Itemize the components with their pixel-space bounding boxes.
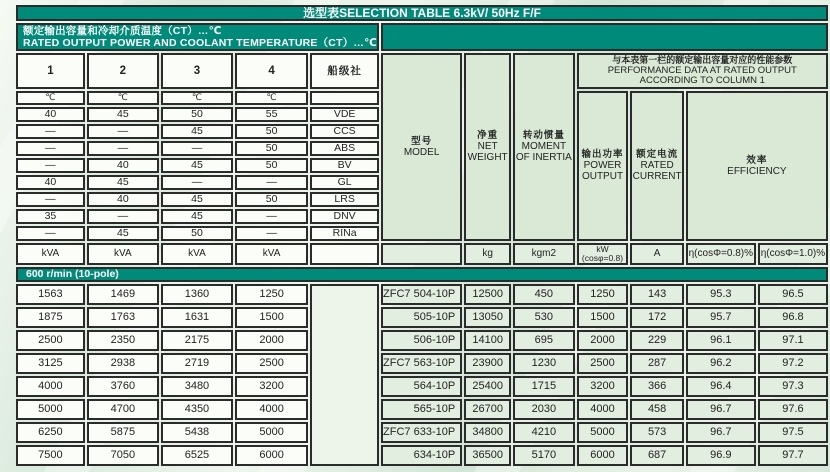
eff08-cell: 96.2 [686, 353, 756, 374]
header-band-filler [381, 23, 828, 51]
power-cell: 2500 [577, 353, 629, 374]
column-number-cell: 2 [87, 53, 159, 89]
capacity-cell: 1469 [87, 284, 159, 305]
temp-cell: 50 [235, 124, 308, 139]
model-cell: 564-10P [381, 376, 462, 397]
temp-cell: — [235, 226, 308, 241]
temp-cell: — [16, 192, 85, 207]
temp-cell: 50 [161, 107, 233, 122]
inertia-cell: 5170 [513, 445, 574, 466]
capacity-cell: 2500 [16, 330, 85, 351]
temp-cell: — [235, 175, 308, 190]
rated-output-header-en: RATED OUTPUT POWER AND COOLANT TEMPERATURE（CT）…℃ [23, 37, 378, 49]
title-bar: 选型表SELECTION TABLE 6.3kV/ 50Hz F/F [16, 5, 828, 21]
current-header-en2: CURRENT [632, 171, 682, 182]
unit-cell-eff08: η(cosΦ=0.8)% [686, 243, 756, 265]
capacity-cell: 4000 [16, 376, 85, 397]
current-header-en1: RATED [640, 160, 674, 171]
power-header-cn: 输出功率 [581, 149, 624, 160]
column-header-row [16, 53, 828, 89]
power-cell: 4000 [577, 399, 629, 420]
capacity-cell: 2175 [161, 330, 233, 351]
inertia-header-en1: MOMENT [521, 141, 567, 153]
capacity-cell: 4000 [235, 399, 308, 420]
eff08-cell: 95.3 [686, 284, 756, 305]
temp-cell: 45 [161, 192, 233, 207]
temp-cell: — [87, 124, 159, 139]
data-row [16, 353, 828, 374]
inertia-cell: 530 [513, 307, 574, 328]
column-number-cell: 1 [16, 53, 85, 89]
temp-cell: 50 [161, 226, 233, 241]
header-band-row [16, 23, 828, 51]
performance-header-cn: 与本表第一栏的额定输出容量对应的性能参数 [612, 55, 793, 65]
weight-cell: 36500 [464, 445, 511, 466]
data-row [16, 445, 828, 466]
capacity-cell: 1763 [87, 307, 159, 328]
power-cell: 6000 [577, 445, 629, 466]
capacity-cell: 5438 [161, 422, 233, 443]
rated-output-header [16, 23, 379, 51]
capacity-cell: 6000 [235, 445, 308, 466]
eff10-cell: 97.7 [758, 445, 828, 466]
power-cell: 5000 [577, 422, 629, 443]
rated-output-header-cn: 额定输出容量和冷却介质温度（CT）…℃ [23, 25, 222, 37]
unit-cell-blank [381, 243, 462, 265]
current-cell: 287 [630, 353, 683, 374]
current-header-cn: 额定电流 [636, 149, 679, 160]
eff10-cell: 96.8 [758, 307, 828, 328]
efficiency-header-cn: 效率 [746, 154, 768, 166]
performance-header-en2: ACCORDING TO COLUMN 1 [639, 75, 765, 86]
capacity-cell: 2938 [87, 353, 159, 374]
weight-cell: 23900 [464, 353, 511, 374]
capacity-cell: 1563 [16, 284, 85, 305]
temp-cell: 55 [235, 107, 308, 122]
current-cell: 458 [630, 399, 683, 420]
capacity-cell: 1631 [161, 307, 233, 328]
society-cell: VDE [310, 107, 379, 122]
selection-table [14, 3, 830, 468]
weight-cell: 25400 [464, 376, 511, 397]
capacity-cell: 1500 [235, 307, 308, 328]
inertia-cell: 450 [513, 284, 574, 305]
temp-cell: 40 [87, 192, 159, 207]
eff08-cell: 95.7 [686, 307, 756, 328]
efficiency-header [686, 91, 828, 241]
capacity-cell: 3125 [16, 353, 85, 374]
power-cell: 3200 [577, 376, 629, 397]
model-header-en: MODEL [403, 146, 440, 158]
power-header-en2: OUTPUT [581, 171, 624, 182]
eff10-cell: 97.3 [758, 376, 828, 397]
unit-cell-kva: kVA [235, 243, 308, 265]
capacity-cell: 2719 [161, 353, 233, 374]
capacity-cell: 6525 [161, 445, 233, 466]
eff10-cell: 96.5 [758, 284, 828, 305]
power-cell: 1250 [577, 284, 629, 305]
temp-cell: 50 [235, 158, 308, 173]
capacity-cell: 5875 [87, 422, 159, 443]
current-cell: 366 [630, 376, 683, 397]
society-spacer-cell [310, 284, 379, 466]
eff10-cell: 97.2 [758, 353, 828, 374]
temp-cell: 50 [235, 141, 308, 156]
weight-cell: 12500 [464, 284, 511, 305]
unit-cell-kw [577, 243, 629, 265]
capacity-cell: 3200 [235, 376, 308, 397]
weight-header-en2: WEIGHT [467, 152, 508, 164]
temp-cell: 45 [161, 158, 233, 173]
society-cell: CCS [310, 124, 379, 139]
society-cell: RINa [310, 226, 379, 241]
eff08-cell: 96.4 [686, 376, 756, 397]
model-cell: 506-10P [381, 330, 462, 351]
weight-cell: 14100 [464, 330, 511, 351]
current-cell: 229 [630, 330, 683, 351]
section-band: 600 r/min (10-pole) [16, 267, 828, 282]
unit-cell-kg: kg [464, 243, 511, 265]
data-row [16, 284, 828, 305]
temp-cell: 40 [87, 158, 159, 173]
eff08-cell: 96.7 [686, 422, 756, 443]
title-row [16, 5, 828, 21]
society-cell: ABS [310, 141, 379, 156]
weight-header-en1: NET [477, 141, 498, 153]
temp-cell: 40 [16, 175, 85, 190]
current-cell: 172 [630, 307, 683, 328]
temp-cell: 50 [235, 192, 308, 207]
model-cell: ZFC7 504-10P [381, 284, 462, 305]
degree-cell: ℃ [87, 91, 159, 105]
temp-cell: 45 [87, 175, 159, 190]
temp-cell: 45 [161, 124, 233, 139]
temp-cell: 40 [16, 107, 85, 122]
power-header-en1: POWER [583, 160, 622, 171]
temp-cell: — [161, 141, 233, 156]
society-header: 船级社 [310, 53, 379, 89]
capacity-cell: 4700 [87, 399, 159, 420]
eff08-cell: 96.9 [686, 445, 756, 466]
degree-cell: ℃ [235, 91, 308, 105]
eff10-cell: 97.6 [758, 399, 828, 420]
eff10-cell: 97.5 [758, 422, 828, 443]
efficiency-header-en: EFFICIENCY [727, 165, 787, 177]
temp-cell: — [87, 141, 159, 156]
capacity-cell: 4350 [161, 399, 233, 420]
model-cell: ZFC7 563-10P [381, 353, 462, 374]
unit-cell-kva: kVA [161, 243, 233, 265]
unit-kw-line1: kW [596, 243, 609, 254]
units-row [16, 243, 828, 265]
model-cell: 634-10P [381, 445, 462, 466]
unit-cell-kva: kVA [16, 243, 85, 265]
data-row [16, 307, 828, 328]
inertia-header-cn: 转动惯量 [522, 130, 565, 142]
temp-cell: — [235, 209, 308, 224]
capacity-cell: 7050 [87, 445, 159, 466]
weight-cell: 13050 [464, 307, 511, 328]
performance-header [577, 53, 828, 89]
temp-cell: — [161, 175, 233, 190]
unit-cell-blank [310, 243, 379, 265]
power-cell: 1500 [577, 307, 629, 328]
current-cell: 687 [630, 445, 683, 466]
weight-header [464, 53, 511, 241]
inertia-cell: 695 [513, 330, 574, 351]
inertia-cell: 1715 [513, 376, 574, 397]
unit-kw-line2: (cosφ=0.8) [581, 252, 624, 263]
current-cell: 143 [630, 284, 683, 305]
capacity-cell: 5000 [235, 422, 308, 443]
unit-cell-eff10: η(cosΦ=1.0)% [758, 243, 828, 265]
data-row [16, 422, 828, 443]
capacity-cell: 1250 [235, 284, 308, 305]
inertia-header-en2: OF INERTIA [515, 152, 572, 164]
current-cell: 573 [630, 422, 683, 443]
column-number-cell: 4 [235, 53, 308, 89]
data-row [16, 399, 828, 420]
data-row [16, 330, 828, 351]
eff10-cell: 97.1 [758, 330, 828, 351]
capacity-cell: 3480 [161, 376, 233, 397]
model-cell: 565-10P [381, 399, 462, 420]
model-header-cn: 型号 [411, 135, 433, 147]
society-cell: DNV [310, 209, 379, 224]
temp-cell: — [16, 158, 85, 173]
capacity-cell: 7500 [16, 445, 85, 466]
unit-cell-amp: A [630, 243, 683, 265]
capacity-cell: 2000 [235, 330, 308, 351]
section-band-row [16, 267, 828, 282]
society-cell: GL [310, 175, 379, 190]
society-cell: LRS [310, 192, 379, 207]
inertia-header [513, 53, 574, 241]
current-header [630, 91, 683, 241]
degree-row-society-blank [310, 91, 379, 105]
unit-cell-kva: kVA [87, 243, 159, 265]
capacity-cell: 3760 [87, 376, 159, 397]
temp-cell: 45 [87, 107, 159, 122]
temp-cell: — [87, 209, 159, 224]
weight-header-cn: 净重 [477, 130, 499, 142]
temp-cell: — [16, 226, 85, 241]
model-cell: 505-10P [381, 307, 462, 328]
temp-cell: — [16, 141, 85, 156]
capacity-cell: 2500 [235, 353, 308, 374]
capacity-cell: 5000 [16, 399, 85, 420]
model-header [381, 53, 462, 241]
capacity-cell: 1875 [16, 307, 85, 328]
temp-cell: 45 [87, 226, 159, 241]
data-row [16, 376, 828, 397]
performance-header-en1: PERFORMANCE DATA AT RATED OUTPUT [607, 64, 797, 76]
eff08-cell: 96.1 [686, 330, 756, 351]
degree-cell: ℃ [161, 91, 233, 105]
eff08-cell: 96.7 [686, 399, 756, 420]
temp-cell: 35 [16, 209, 85, 224]
model-cell: ZFC7 633-10P [381, 422, 462, 443]
unit-cell-kgm2: kgm2 [513, 243, 574, 265]
column-number-cell: 3 [161, 53, 233, 89]
temp-cell: 45 [161, 209, 233, 224]
capacity-cell: 6250 [16, 422, 85, 443]
inertia-cell: 2030 [513, 399, 574, 420]
capacity-cell: 2350 [87, 330, 159, 351]
inertia-cell: 1230 [513, 353, 574, 374]
inertia-cell: 4210 [513, 422, 574, 443]
power-cell: 2000 [577, 330, 629, 351]
society-cell: BV [310, 158, 379, 173]
temp-cell: — [16, 124, 85, 139]
degree-cell: ℃ [16, 91, 85, 105]
capacity-cell: 1360 [161, 284, 233, 305]
power-header [577, 91, 629, 241]
weight-cell: 26700 [464, 399, 511, 420]
weight-cell: 34800 [464, 422, 511, 443]
